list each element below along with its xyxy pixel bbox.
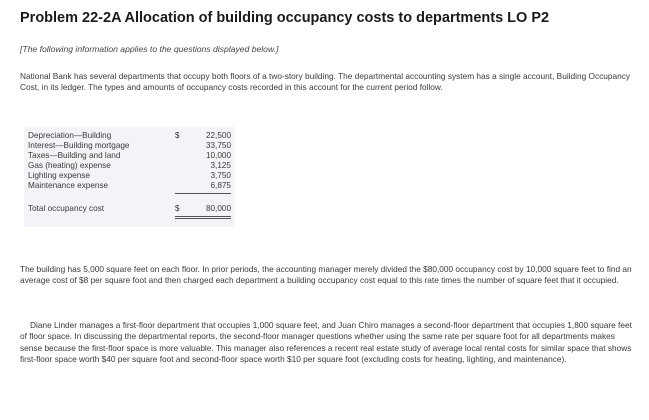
cost-amount <box>175 141 231 151</box>
cost-amount <box>175 131 231 141</box>
amount-value: 33,750 <box>205 141 231 150</box>
dollar-sign: $ <box>175 131 180 140</box>
table-row <box>28 171 231 181</box>
cost-label: Taxes—Building and land <box>28 151 121 160</box>
body-paragraph-2: Diane Linder manages a first-floor department that occupies 1,000 square feet, and Juan Chiro manages a second-floor department that occupies 1,800 square feet of floor space. In discussing the departmental reports, the second-floor manager questions whether using the same rate per square foot for all departments makes sense because the first-floor space is more valuable. This manager also references a recent real estate study of average local rental costs for similar space that shows first-floor space worth $40 per square foot and second-floor space worth $10 per square foot (excluding costs for heating, lighting, and maintenance). <box>20 320 632 365</box>
table-row <box>28 151 231 161</box>
total-label: Total occupancy cost <box>28 204 105 213</box>
cost-label: Gas (heating) expense <box>28 161 111 170</box>
table-row <box>28 131 231 141</box>
amount-value: 22,500 <box>205 131 231 140</box>
table-row <box>28 161 231 171</box>
cost-label: Maintenance expense <box>28 181 109 190</box>
amount-value: 10,000 <box>205 151 231 160</box>
amount-value: 3,750 <box>210 171 231 180</box>
occupancy-cost-table <box>24 127 235 227</box>
cost-amount <box>175 151 231 161</box>
amount-value: 3,125 <box>210 161 231 170</box>
cost-amount <box>175 161 231 171</box>
amount-value: 80,000 <box>205 204 231 213</box>
total-amount <box>175 204 231 219</box>
body-paragraph-1: The building has 5,000 square feet on each floor. In prior periods, the accounting manager merely divided the $80,000 occupancy cost by 10,000 square feet to find an average cost of $8 per square foot and then charged each department a building occupancy cost equal to this rate times the number of square feet that it occupied. <box>20 264 632 286</box>
intro-paragraph: National Bank has several departments that occupy both floors of a two-story building. The departmental accounting system has a single account, Building Occupancy Cost, in its ledger. The types and amounts of occupancy costs recorded in this account for the current period follow. <box>20 71 631 93</box>
table-row <box>28 181 231 194</box>
problem-title: Problem 22-2A Allocation of building occupancy costs to departments LO P2 <box>20 10 550 26</box>
cost-amount <box>175 181 231 194</box>
amount-value: 6,875 <box>210 181 231 190</box>
cost-label: Lighting expense <box>28 171 90 180</box>
cost-label: Depreciation—Building <box>28 131 112 140</box>
cost-amount <box>175 171 231 181</box>
dollar-sign: $ <box>175 204 180 213</box>
applies-note: [The following information applies to the questions displayed below.] <box>20 44 279 54</box>
cost-label: Interest—Building mortgage <box>28 141 130 150</box>
total-row <box>28 204 231 219</box>
table-row <box>28 141 231 151</box>
